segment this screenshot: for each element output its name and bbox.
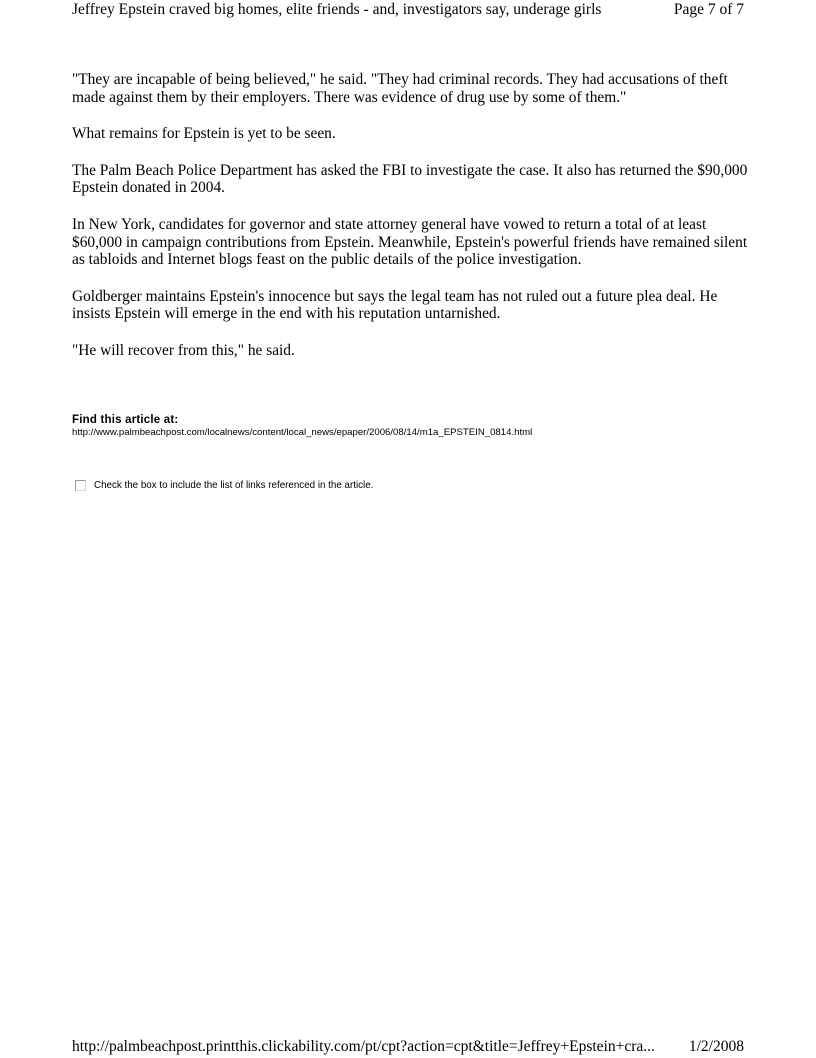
include-links-checkbox[interactable] <box>75 480 86 491</box>
find-article-label: Find this article at: <box>72 414 179 426</box>
article-paragraph: In New York, candidates for governor and state attorney general have vowed to return a total of at least $60,000 in campaign contributions from Epstein. Meanwhile, Epstein's powerful friends have remained silent as tabloids and Internet blogs feast on the public details of the police investigation. <box>72 215 748 269</box>
document-title: Jeffrey Epstein craved big homes, elite friends - and, investigators say, underage girls <box>72 1 602 18</box>
include-links-option[interactable] <box>75 479 373 493</box>
article-paragraph: Goldberger maintains Epstein's innocence but says the legal team has not ruled out a future plea deal. He insists Epstein will emerge in the end with his reputation untarnished. <box>72 287 718 323</box>
print-header <box>72 0 744 22</box>
find-article-section <box>72 414 772 439</box>
article-paragraph: "He will recover from this," he said. <box>72 341 295 359</box>
article-paragraph: "They are incapable of being believed," he said. "They had criminal records. They had accusations of theft made against them by their employers. There was evidence of drug use by some of them." <box>72 71 728 106</box>
include-links-label: Check the box to include the list of links referenced in the article. <box>94 480 374 491</box>
article-paragraph: What remains for Epstein is yet to be seen. <box>72 125 336 143</box>
page-number: Page 7 of 7 <box>673 1 744 18</box>
article-url-link[interactable]: http://www.palmbeachpost.com/localnews/content/local_news/epaper/2006/08/14/m1a_EPSTEIN_0814.html <box>72 427 533 438</box>
article-body <box>72 71 748 379</box>
footer-date: 1/2/2008 <box>688 1038 744 1055</box>
article-paragraph: The Palm Beach Police Department has asked the FBI to investigate the case. It also has returned the $90,000 Epstein donated in 2004. <box>72 161 748 197</box>
print-footer <box>72 1038 744 1058</box>
footer-url: http://palmbeachpost.printthis.clickability.com/pt/cpt?action=cpt&title=Jeffrey+Epstein+cra... <box>72 1038 655 1055</box>
